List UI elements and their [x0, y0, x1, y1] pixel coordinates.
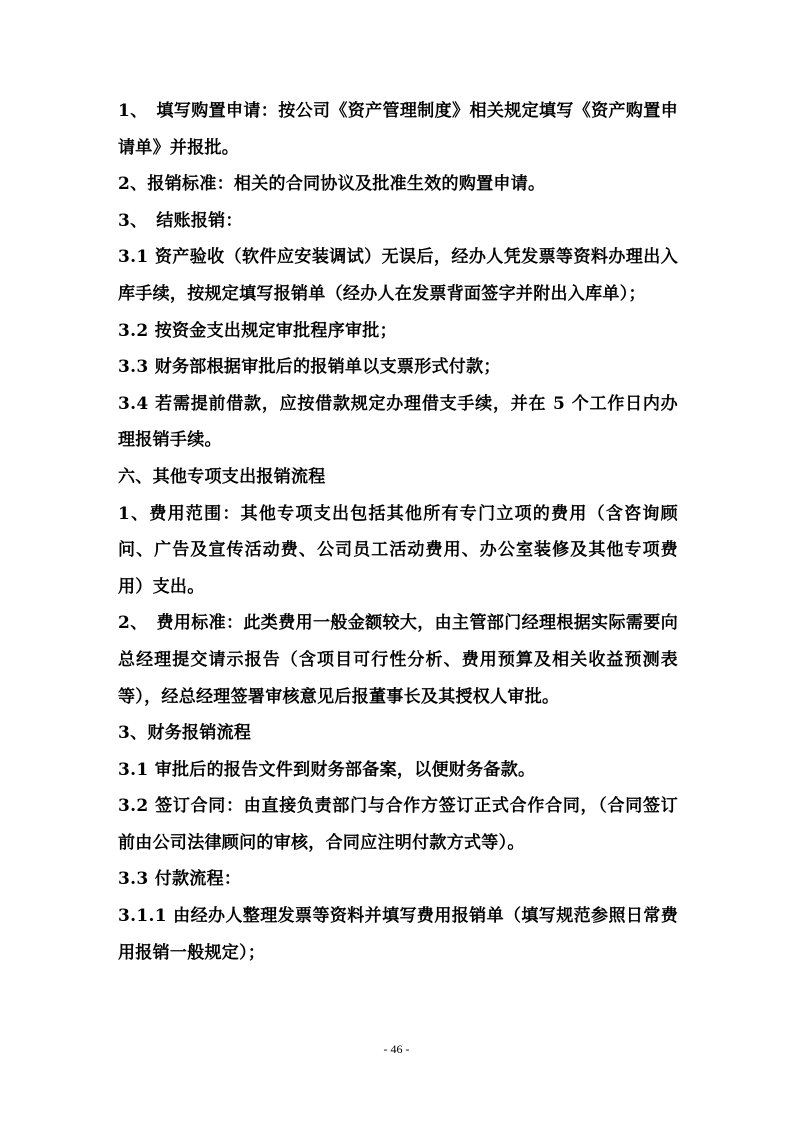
paragraph-expense-scope: 1、费用范围：其他专项支出包括其他所有专门立项的费用（含咨询顾问、广告及宣传活动费、公司员工活动费用、办公室装修及其他专项费用）支出。: [118, 503, 678, 597]
paragraph-payment-process-heading: 3.3 付款流程：: [118, 869, 242, 890]
paragraph-3-1-acceptance: 3.1 资产验收（软件应安装调试）无误后，经办人凭发票等资料办理出入库手续，按规定填写报销单（经办人在发票背面签字并附出入库单）；: [118, 247, 678, 304]
paragraph-settlement-heading: 3、 结账报销：: [118, 210, 243, 231]
document-body: [118, 93, 678, 971]
page-number: - 46 -: [383, 1042, 410, 1056]
paragraph-3-3-payment: 3.3 财务部根据审批后的报销单以支票形式付款；: [118, 357, 501, 378]
paragraph-finance-process-heading: 3、财务报销流程: [118, 723, 252, 744]
paragraph-contract-signing: 3.2 签订合同：由直接负责部门与合作方签订正式合作合同，（合同签订前由公司法律顾问的审核，合同应注明付款方式等）。: [118, 796, 678, 853]
paragraph-purchase-application: 1、 填写购置申请：按公司《资产管理制度》相关规定填写《资产购置申请单》并报批。: [118, 101, 678, 158]
paragraph-3-1-1-invoice-prep: 3.1.1 由经办人整理发票等资料并填写费用报销单（填写规范参照日常费用报销一般规定）；: [118, 906, 678, 963]
paragraph-reimbursement-standard: 2、报销标准：相关的合同协议及批准生效的购置申请。: [118, 174, 546, 195]
paragraph-3-2-approval: 3.2 按资金支出规定审批程序审批；: [118, 320, 397, 341]
paragraph-expense-standard: 2、 费用标准：此类费用一般金额较大，由主管部门经理根据实际需要向总经理提交请示报告（含项目可行性分析、费用预算及相关收益预测表等），经总经理签署审核意见后报董事长及其授权人审批。: [118, 613, 678, 707]
paragraph-report-filing: 3.1 审批后的报告文件到财务部备案，以便财务备款。: [118, 759, 536, 780]
section-heading-special-expenses: 六、其他专项支出报销流程: [118, 466, 326, 487]
paragraph-3-4-advance-loan: 3.4 若需提前借款，应按借款规定办理借支手续，并在 5 个工作日内办理报销手续。: [118, 393, 678, 451]
